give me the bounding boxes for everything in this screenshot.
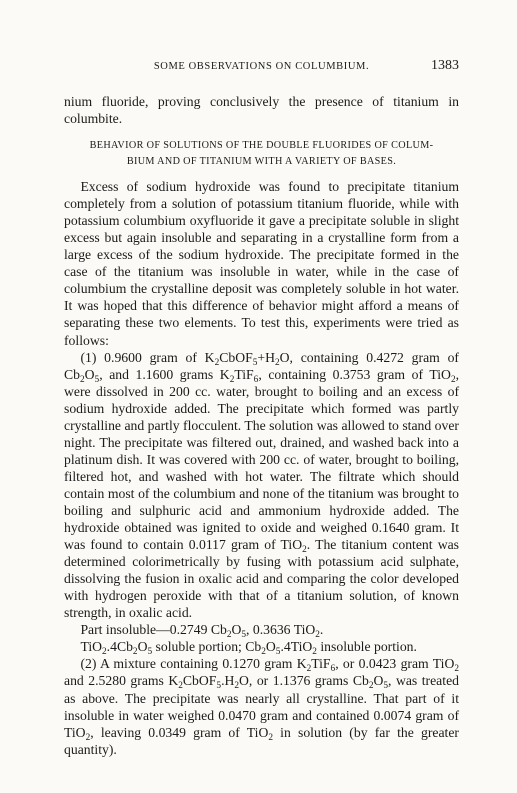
paragraph-formula-portions: $TiO_2.4Cb_2O_5$ soluble portion; $Cb_2O_5.4TiO_2$ insoluble portion.: [80, 639, 417, 658]
paragraph-continued: nium fluoride, proving conclusively the presence of titanium in columbite.: [64, 94, 459, 127]
paragraph-part-insoluble: Part insoluble—0.2749 $Cb_2O_5$, 0.3636 TiO$_2$.: [80, 622, 324, 641]
section-heading: [64, 138, 459, 170]
paragraph-experiment-2: (2) A mixture containing 0.1270 gram $K_2TiF_6$, or 0.0423 gram TiO$_2$ and 2.5280 grams $K_2CbOF_5.H_2O$, or 1.1376 grams $Cb_2O_5$, was treated as above. The precipitate was nearly all crystalline. That part of it insoluble in water weighed 0.0470 gram and contained 0.0074 gram of TiO$_2$, leaving 0.0349 gram of TiO$_2$ in solution (by far the greater quantity).: [64, 656, 459, 757]
running-head: [64, 60, 459, 76]
section-heading-line-1: BEHAVIOR OF SOLUTIONS OF THE DOUBLE FLUORIDES OF COLUM-: [89, 140, 434, 152]
running-head-title: SOME OBSERVATIONS ON COLUMBIUM.: [153, 61, 370, 72]
page-number: 1383: [431, 58, 459, 73]
body-text: [64, 93, 459, 758]
paragraph-experiment-1: (1) 0.9600 gram of $K_2CbOF_5+H_2O$, containing 0.4272 gram of $Cb_2O_5$, and 1.1600 grams $K_2TiF_6$, containing 0.3753 gram of TiO$_2$, were dissolved in 200 cc. water, brought to boiling and an excess of sodium hydroxide added. The precipitate which formed was partly crystalline and partly flocculent. The solution was allowed to stand over night. The precipitate was filtered out, drained, and washed back into a platinum dish. It was covered with 200 cc. of water, brought to boiling, filtered hot, and washed with hot water. The filtrate which should contain most of the columbium and none of the titanium was brought to boiling and sulphuric acid and ammonium hydroxide added. The hydroxide obtained was ignited to oxide and weighed 0.1640 gram. It was found to contain 0.0117 gram of TiO$_2$. The titanium content was determined colorimetrically by fusing with potassium acid sulphate, dissolving the fusion in oxalic acid and comparing the color developed with hydrogen peroxide with that of a titanium solution, of known strength, in oxalic acid.: [64, 349, 460, 621]
section-heading-line-2: BIUM AND OF TITANIUM WITH A VARIETY OF BASES.: [126, 156, 397, 168]
paragraph-excess-sodium-hydroxide: Excess of sodium hydroxide was found to precipitate titanium completely from a solution of potassium titanium fluoride, while with potassium columbium oxyfluoride it gave a precipitate soluble in slight excess but again insoluble and separating in a crystalline form from a large excess of the sodium hydroxide. The precipitate formed in the case of the titanium was insoluble in water, while in the case of columbium the crystalline deposit was completely soluble in hot water. It was hoped that this difference of behavior might afford a means of separating these two elements. To test this, experiments were tried as follows:: [64, 179, 459, 348]
